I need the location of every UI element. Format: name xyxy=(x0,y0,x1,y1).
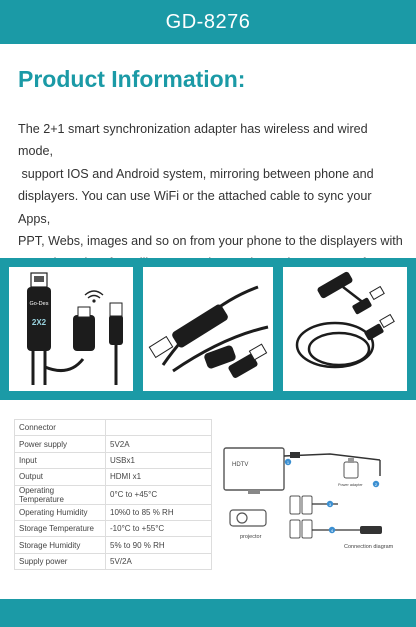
table-row xyxy=(15,504,212,520)
phone-icon xyxy=(290,496,312,538)
marker-label: 2 xyxy=(374,482,378,487)
box-label: 2X2 xyxy=(31,318,47,327)
tv-icon xyxy=(224,448,284,494)
product-photo-angle xyxy=(143,267,273,391)
spec-key: Output xyxy=(15,469,106,485)
spec-value: 5% to 90 % RH xyxy=(106,537,212,553)
spec-key: Storage Humidity xyxy=(15,537,106,553)
power-adapter-label: Power adapter xyxy=(338,483,363,487)
projector-icon xyxy=(230,510,266,526)
spec-value: HDMI x1 xyxy=(106,469,212,485)
table-row xyxy=(15,553,212,569)
header-bar xyxy=(0,0,416,44)
brand-label: Go-Des xyxy=(29,301,49,307)
description-line: The 2+1 smart synchronization adapter has wireless and wired mode, xyxy=(18,122,368,159)
projector-label: projector xyxy=(240,534,262,540)
table-row xyxy=(15,452,212,468)
product-photo-front xyxy=(9,267,133,391)
marker-label: 4 xyxy=(330,528,334,533)
spec-value: 10%0 to 85 % RH xyxy=(106,504,212,520)
spec-key: Connector xyxy=(15,420,106,436)
table-row xyxy=(15,520,212,536)
spec-key: Operating Temperature xyxy=(15,485,106,504)
table-row xyxy=(15,469,212,485)
spec-value: 5V/2A xyxy=(106,553,212,569)
adapter-coiled-image xyxy=(283,267,407,391)
table-row xyxy=(15,537,212,553)
spec-value: USBx1 xyxy=(106,452,212,468)
power-adapter-icon xyxy=(344,458,358,478)
product-photo-band xyxy=(0,258,416,400)
marker-label: 3 xyxy=(328,502,332,507)
description-line: displayers. You can use WiFi or the attached cable to sync your Apps, xyxy=(18,189,372,226)
diagram-caption: Connection diagram xyxy=(344,544,394,550)
description-line: support IOS and Android system, mirroring between phone and xyxy=(18,166,374,181)
hdtv-label: HDTV xyxy=(232,462,249,468)
wifi-icon xyxy=(85,291,103,303)
adapter-angle-image xyxy=(143,267,273,391)
spec-key: Input xyxy=(15,452,106,468)
spec-value: 5V2A xyxy=(106,436,212,452)
product-description xyxy=(18,118,404,275)
spec-key: Power supply xyxy=(15,436,106,452)
spec-value xyxy=(106,420,212,436)
spec-value: 0°C to +45°C xyxy=(106,485,212,504)
model-title: GD-8276 xyxy=(165,10,251,33)
adapter-front-image xyxy=(9,267,133,391)
spec-key: Supply power xyxy=(15,553,106,569)
footer-bar xyxy=(0,599,416,627)
product-info-heading: Product Information: xyxy=(18,66,246,92)
spec-value: -10°C to +55°C xyxy=(106,520,212,536)
spec-key: Storage Temperature xyxy=(15,520,106,536)
table-row xyxy=(15,420,212,436)
description-line: PPT, Webs, images and so on from your phone to the displayers with xyxy=(18,234,403,249)
spec-key: Operating Humidity xyxy=(15,504,106,520)
table-row xyxy=(15,485,212,504)
marker-label: 1 xyxy=(286,460,290,465)
connection-diagram xyxy=(220,440,410,560)
table-row xyxy=(15,436,212,452)
spec-table xyxy=(14,419,212,570)
product-photo-coiled xyxy=(283,267,407,391)
